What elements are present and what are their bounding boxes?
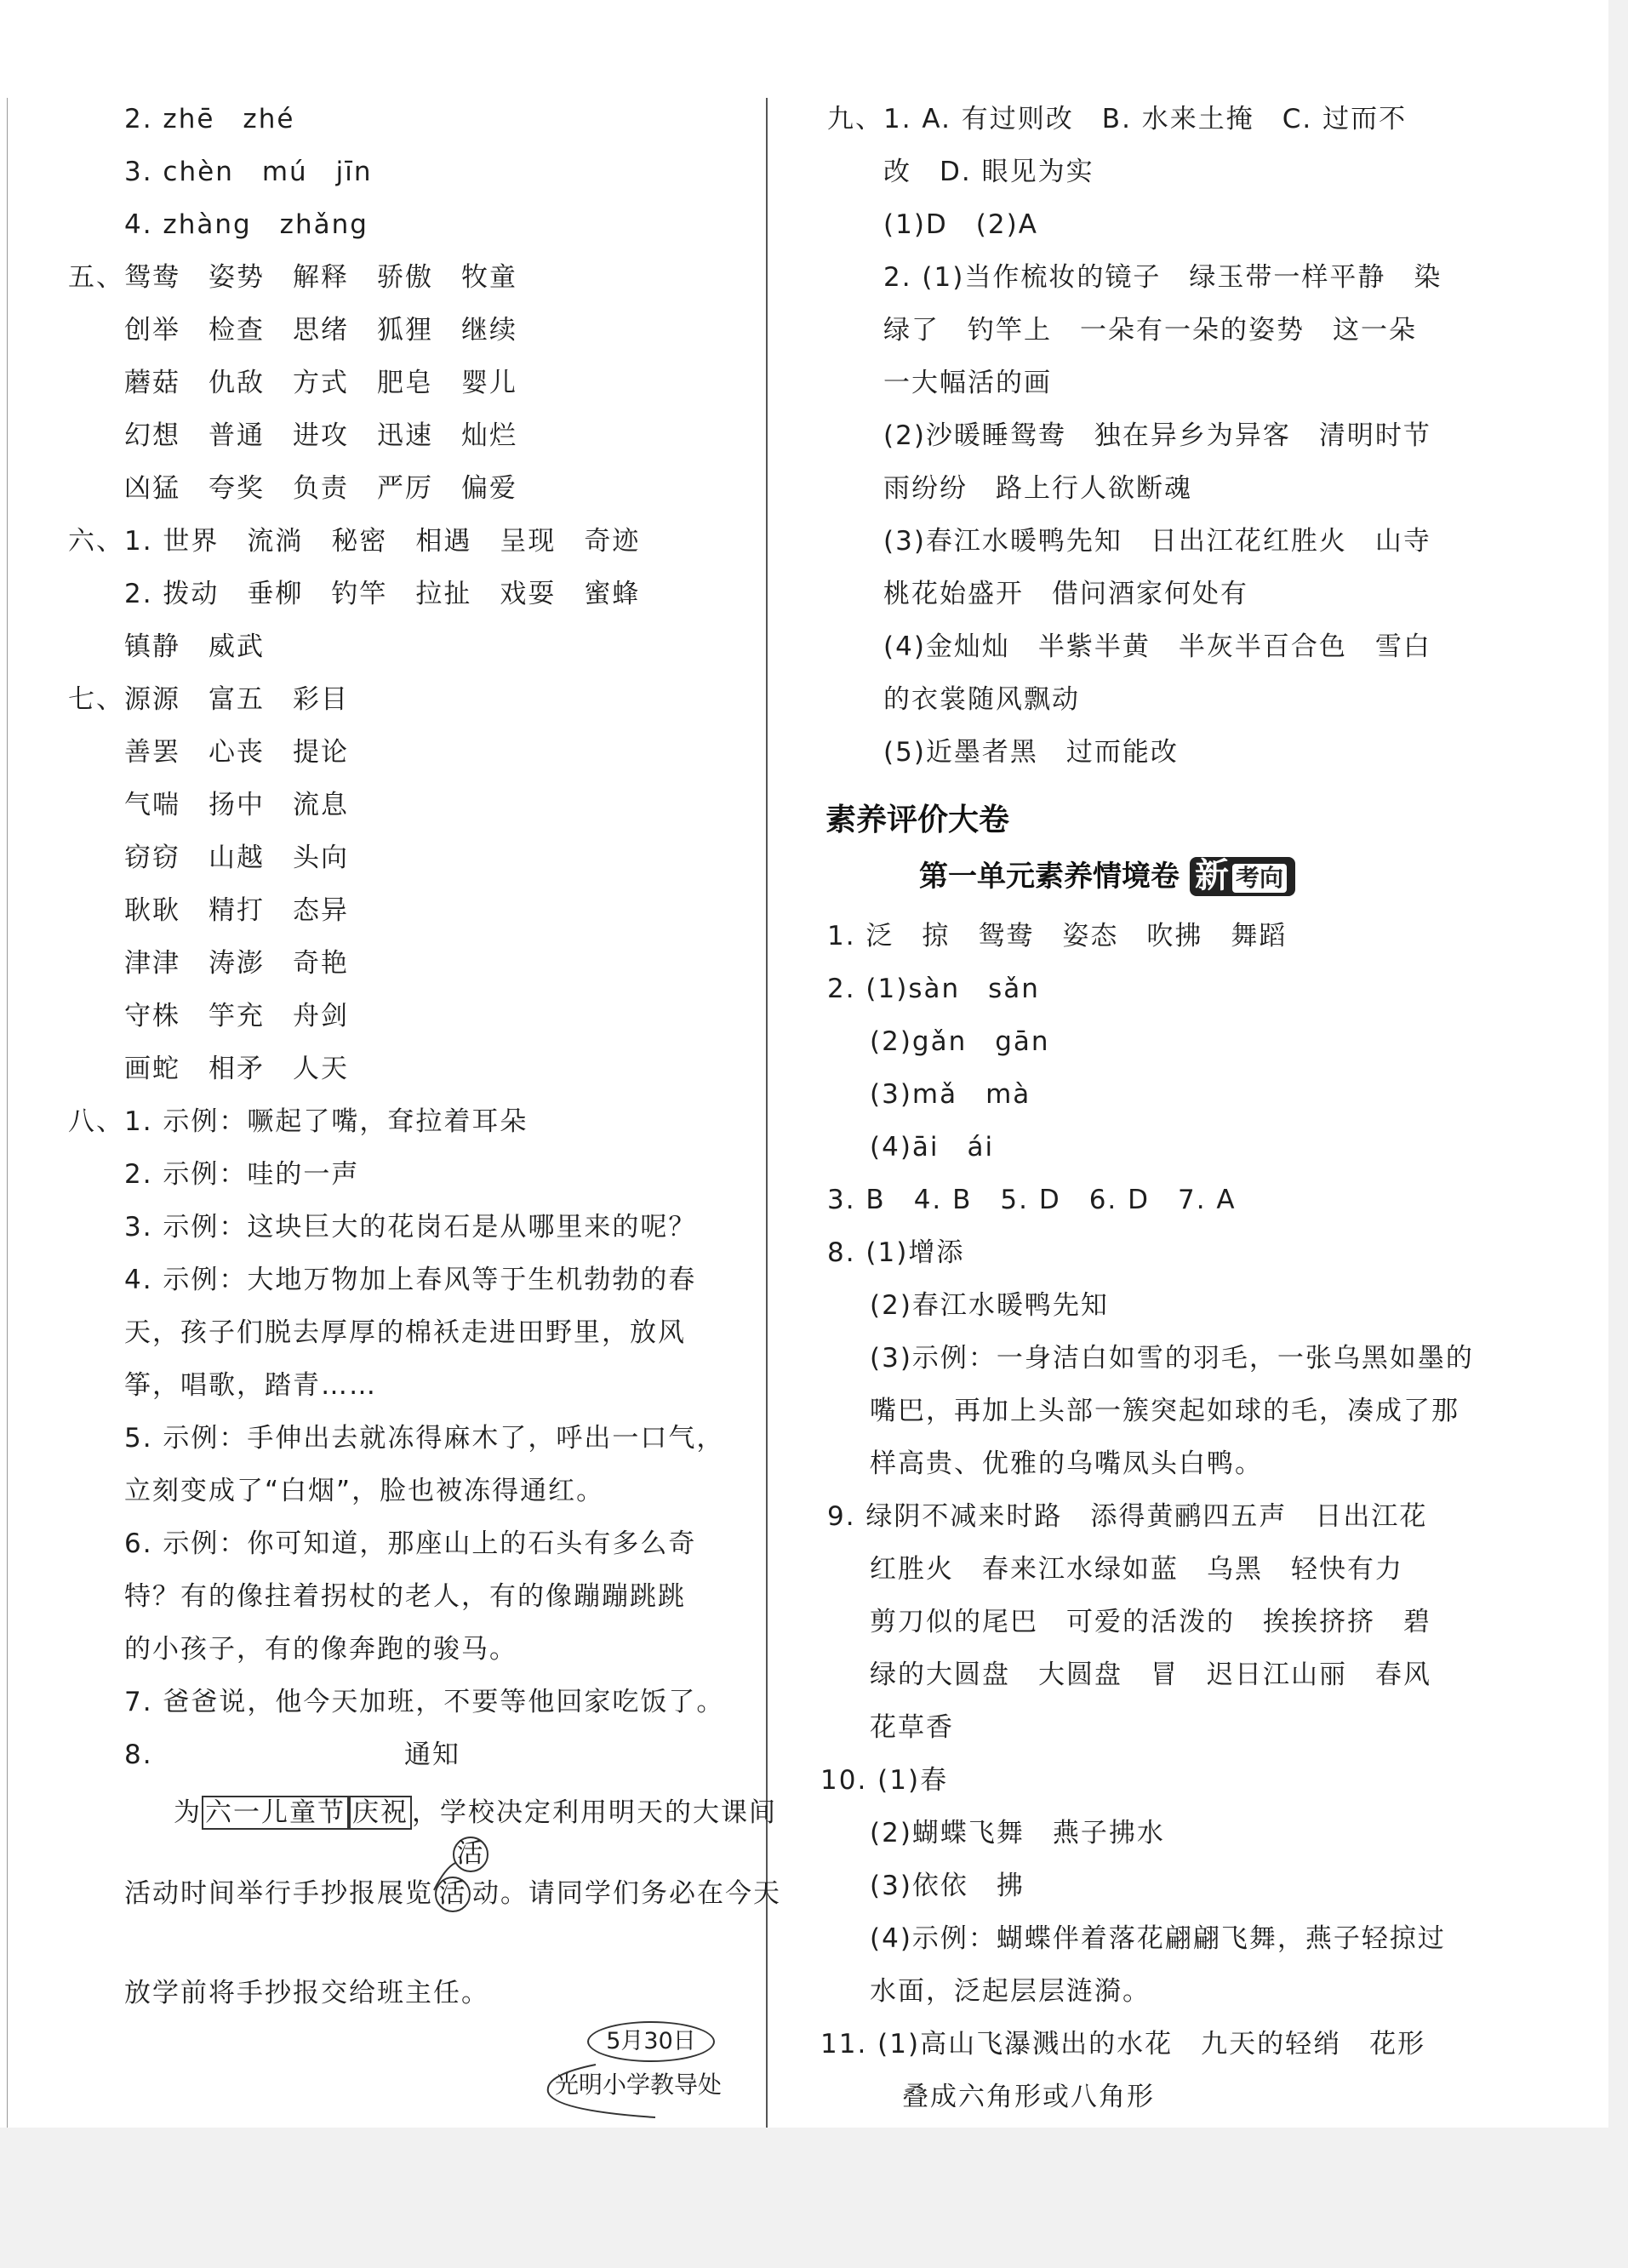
answer-line: 1. 泛 掠 鸳鸯 姿态 吹拂 舞蹈 — [827, 921, 1288, 951]
answer-line: 耿耿 精打 态异 — [124, 895, 349, 926]
notice-title: 通知 — [404, 1740, 460, 1770]
answer-line: 4. zhàng zhǎng — [124, 209, 368, 240]
section-title: 素养评价大卷 — [825, 803, 1010, 837]
answer-line: 特？有的像拄着拐杖的老人，有的像蹦蹦跳跳 — [124, 1581, 686, 1612]
answer-line: 一大幅活的画 — [883, 368, 1052, 398]
answer-line: 水面，泛起层层涟漪。 — [870, 1976, 1151, 2007]
answer-line: 10. (1)春 — [820, 1765, 949, 1796]
answer-line: 红胜火 春来江水绿如蓝 乌黑 轻快有力 — [870, 1554, 1403, 1585]
subsection-title-text: 第一单元素养情境卷 — [919, 860, 1180, 894]
answer-line: 九、1. A. 有过则改 B. 水来土掩 C. 过而不 — [827, 104, 1408, 134]
answer-line: (2)沙暖睡鸳鸯 独在异乡为异客 清明时节 — [883, 420, 1431, 451]
answer-line: 4. 示例：大地万物加上春风等于生机勃勃的春 — [124, 1265, 697, 1295]
answer-line: 画蛇 相矛 人天 — [124, 1054, 349, 1084]
notice-line-3: 放学前将手抄报交给班主任。 — [124, 1978, 489, 2008]
answer-line: 2. (1)当作梳妆的镜子 绿玉带一样平静 染 — [883, 262, 1442, 293]
notice-text: 活动时间举行手抄报展览 — [124, 1878, 433, 1909]
answer-line: 幻想 普通 进攻 迅速 灿烂 — [124, 420, 517, 451]
answer-line: (2)蝴蝶飞舞 燕子拂水 — [870, 1818, 1165, 1848]
answer-line: 八、1. 示例：噘起了嘴，耷拉着耳朵 — [68, 1106, 528, 1137]
answer-line: 绿的大圆盘 大圆盘 冒 迟日江山丽 春风 — [870, 1660, 1431, 1690]
answer-line: 花草香 — [870, 1712, 954, 1743]
answer-line: 守株 竽充 舟剑 — [124, 1001, 349, 1031]
new-direction-badge — [1190, 857, 1295, 896]
signature-org: 光明小学教导处 — [555, 2071, 723, 2099]
answer-line: (5)近墨者黑 过而能改 — [883, 737, 1179, 768]
answer-line: 11. (1)高山飞瀑溅出的水花 九天的轻绡 花形 — [820, 2029, 1426, 2059]
answer-line: 改 D. 眼见为实 — [883, 157, 1094, 187]
badge-big-text: 新 — [1195, 855, 1229, 895]
answer-line: (3)春江水暖鸭先知 日出江花红胜火 山寺 — [883, 526, 1431, 557]
answer-line: 凶猛 夸奖 负责 严厉 偏爱 — [124, 473, 517, 504]
answer-line: (4)示例：蝴蝶伴着落花翩翩飞舞，燕子轻掠过 — [870, 1923, 1446, 1954]
badge-small-text: 考向 — [1232, 864, 1287, 893]
swap-mark-box: 庆祝 — [349, 1796, 412, 1830]
answer-line: 桃花始盛开 借问酒家何处有 — [883, 579, 1248, 609]
answer-line: (2)gǎn gān — [870, 1026, 1050, 1057]
notice-line-1 — [174, 1796, 777, 1830]
answer-line: 五、鸳鸯 姿势 解释 骄傲 牧童 — [68, 262, 517, 293]
answer-line: 3. B 4. B 5. D 6. D 7. A — [827, 1185, 1237, 1215]
answer-line: 2. 示例：哇的一声 — [124, 1159, 360, 1190]
answer-line: 筝，唱歌，踏青…… — [124, 1370, 377, 1401]
answer-line: (2)春江水暖鸭先知 — [870, 1290, 1109, 1321]
left-margin-rule — [7, 98, 8, 2128]
answer-line: 立刻变成了“白烟”，脸也被冻得通红。 — [124, 1476, 605, 1506]
answer-line: 的衣裳随风飘动 — [883, 684, 1080, 715]
answer-line: (3)依依 拂 — [870, 1871, 1025, 1901]
swap-mark-box: 六一儿童节 — [202, 1796, 349, 1830]
notice-line-2 — [124, 1877, 781, 1912]
answer-line: 2. (1)sàn sǎn — [827, 974, 1040, 1004]
answer-line: (4)金灿灿 半紫半黄 半灰半百合色 雪白 — [883, 631, 1431, 662]
answer-line: 六、1. 世界 流淌 秘密 相遇 呈现 奇迹 — [68, 526, 641, 557]
answer-line: (4)āi ái — [870, 1132, 995, 1163]
answer-line: 的小孩子，有的像奔跑的骏马。 — [124, 1634, 517, 1665]
answer-line: 2. zhē zhé — [124, 104, 295, 134]
answer-line: 雨纷纷 路上行人欲断魂 — [883, 473, 1192, 504]
inserted-char-circle: 活 — [453, 1837, 488, 1872]
answer-line: 津津 涛澎 奇艳 — [124, 948, 349, 979]
answer-line: 6. 示例：你可知道，那座山上的石头有多么奇 — [124, 1528, 697, 1559]
answer-line: 5. 示例：手伸出去就冻得麻木了，呼出一口气， — [124, 1423, 725, 1454]
answer-line: (3)mǎ mà — [870, 1079, 1031, 1110]
answer-line: 叠成六角形或八角形 — [902, 2082, 1155, 2112]
answer-line: 天，孩子们脱去厚厚的棉袄走进田野里，放风 — [124, 1317, 686, 1348]
notice-text: ，学校决定利用明天的大课间 — [412, 1797, 777, 1828]
answer-line: 2. 拨动 垂柳 钓竿 拉扯 戏耍 蜜蜂 — [124, 579, 641, 609]
answer-line: 剪刀似的尾巴 可爱的活泼的 挨挨挤挤 碧 — [870, 1607, 1431, 1637]
answer-line: 3. 示例：这块巨大的花岗石是从哪里来的呢？ — [124, 1212, 697, 1243]
answer-line: (3)示例：一身洁白如雪的羽毛，一张乌黑如墨的 — [870, 1343, 1474, 1374]
answer-line: 窃窃 山越 头向 — [124, 843, 349, 873]
answer-line: 样高贵、优雅的乌嘴凤头白鸭。 — [870, 1448, 1263, 1479]
answer-line: 善罢 心丧 提论 — [124, 737, 349, 768]
answer-line: 绿了 钓竿上 一朵有一朵的姿势 这一朵 — [883, 315, 1417, 346]
answer-line: 9. 绿阴不减来时路 添得黄鹂四五声 日出江花 — [827, 1501, 1428, 1532]
notice-text: 动。请同学们务必在今天 — [472, 1878, 781, 1909]
delete-char-circle: 活 — [435, 1877, 471, 1912]
notice-text: 为 — [174, 1797, 202, 1828]
answer-number: 8. — [124, 1740, 153, 1770]
answer-line: 8. (1)增添 — [827, 1237, 965, 1268]
answer-line: 镇静 威武 — [124, 631, 265, 662]
answer-line: 嘴巴，再加上头部一簇突起如球的毛，凑成了那 — [870, 1396, 1459, 1426]
answer-line: 气喘 扬中 流息 — [124, 790, 349, 820]
answer-line: 创举 检查 思绪 狐狸 继续 — [124, 315, 517, 346]
answer-line: 蘑菇 仇敌 方式 肥皂 婴儿 — [124, 368, 517, 398]
subsection-title — [919, 853, 1295, 898]
answer-line: 七、源源 富五 彩目 — [68, 684, 349, 715]
answer-line: (1)D (2)A — [883, 209, 1038, 240]
date-stamp-ellipse: 5月30日 — [587, 2021, 715, 2062]
signature-curve — [545, 2058, 664, 2126]
answer-line: 3. chèn mú jīn — [124, 157, 373, 187]
answer-line: 7. 爸爸说，他今天加班，不要等他回家吃饭了。 — [124, 1687, 725, 1717]
